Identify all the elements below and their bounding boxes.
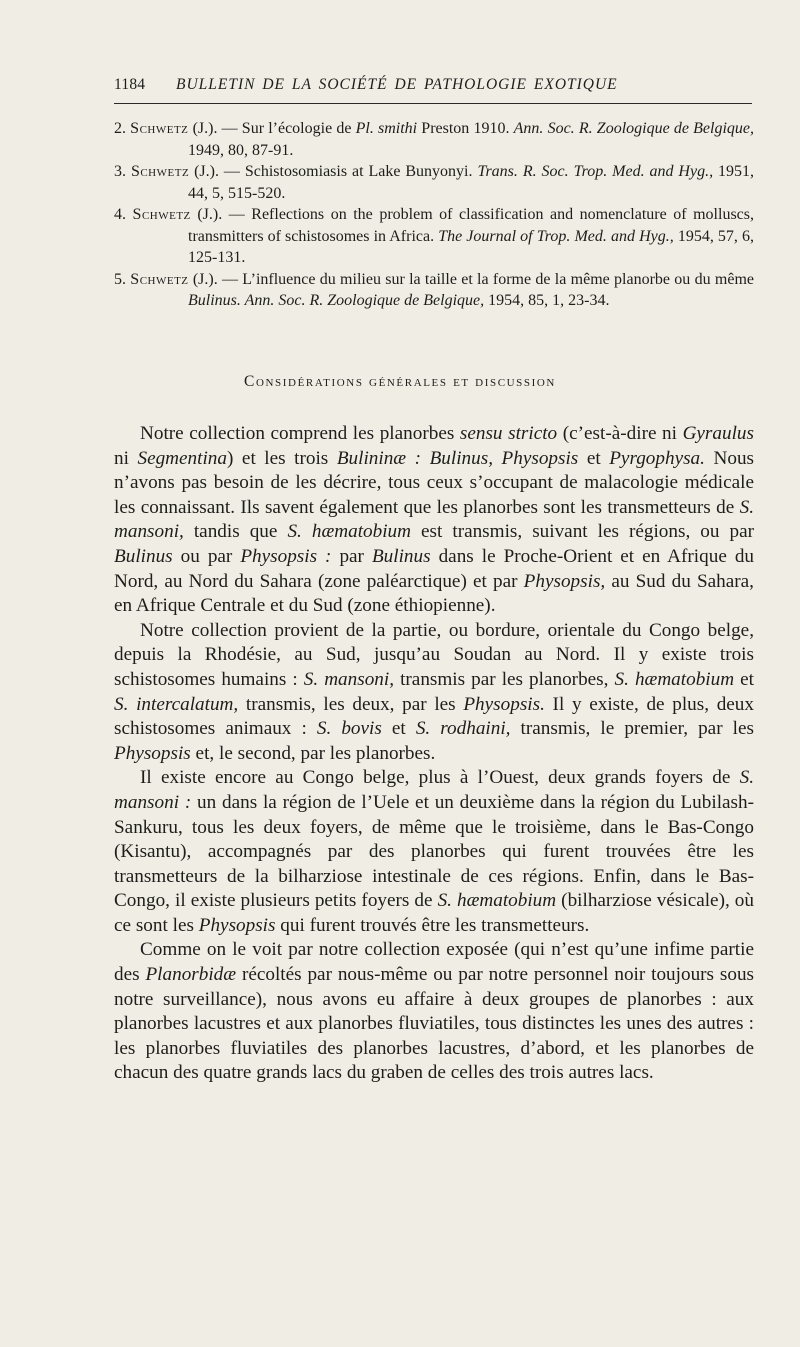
reference-text: (J.). — Reflections on the problem of classification and nomenclature of molluscs, transmitters of schistosomes in Africa. bbox=[188, 206, 755, 245]
reference-author: Schwetz bbox=[132, 206, 191, 223]
reference-item bbox=[114, 204, 754, 269]
paragraph-1: Notre collection comprend les planorbes sensu stricto (c’est-à-dire ni Gyraulus ni Segmentina) et les trois Bulininæ : Bulinus, Physopsis et Pyrgophysa. Nous n’avons pas besoin de les décrire, tous ceux s’occupant de malacologie médicale les connaissant. Ils savent également que les planorbes sont les transmetteurs de S. mansoni, tandis que S. hæmatobium est transmis, suivant les régions, ou par Bulinus ou par Physopsis : par Bulinus dans le Proche-Orient et en Afrique du Nord, au Nord du Sahara (zone paléarctique) et par Physopsis, au Sud du Sahara, en Afrique Centrale et du Sud (zone éthiopienne). bbox=[114, 423, 755, 617]
reference-item bbox=[114, 161, 754, 204]
reference-author: Schwetz bbox=[130, 120, 189, 137]
reference-citation: 1954, 57, 6, 125-131. bbox=[188, 227, 754, 266]
paragraph-4: Comme on le voit par notre collection exposée (qui n’est qu’une infime partie des Planorbidæ récoltés par nous-même ou par notre personnel noir toujours sous notre surveillance), nous avons eu affaire à deux groupes de planorbes : aux planorbes lacustres et aux planorbes fluviatiles, tous distinctes les unes des autres : les planorbes fluviatiles des planorbes lacustres, d’abord, et les planorbes de chacun des quatre grands lacs du graben de celles des trois autres lacs. bbox=[114, 939, 755, 1084]
reference-number: 3. bbox=[114, 163, 126, 180]
reference-list bbox=[114, 118, 754, 312]
reference-text: (J.). — Sur l’écologie de bbox=[188, 120, 356, 137]
paragraph-3: Il existe encore au Congo belge, plus à l’Ouest, deux grands foyers de S. mansoni : un dans la région de l’Uele et un deuxième dans la région du Lubilash-Sankuru, tous les deux foyers, de même que le troisième, dans le Bas-Congo (Kisantu), accompagnés par des planorbes qui furent trouvées être les transmetteurs de la bilharziose intestinale de ces régions. Enfin, dans le Bas-Congo, il existe plusieurs petits foyers de S. hæmatobium (bilharziose vésicale), où ce sont les Physopsis qui furent trouvés être les transmetteurs. bbox=[114, 767, 755, 936]
header-rule bbox=[114, 103, 752, 104]
body-text bbox=[114, 422, 754, 1086]
running-title: BULLETIN DE LA SOCIÉTÉ DE PATHOLOGIE EXOTIQUE bbox=[176, 76, 618, 93]
reference-item bbox=[114, 269, 754, 312]
reference-text: (J.). — Schistosomiasis at Lake Bunyonyi. bbox=[189, 163, 478, 180]
reference-citation: 1949, 80, 87-91. bbox=[188, 141, 294, 159]
reference-number: 4. bbox=[114, 206, 126, 223]
reference-text: Preston 1910. bbox=[417, 120, 514, 137]
reference-author: Schwetz bbox=[130, 270, 189, 288]
reference-number: 2. bbox=[114, 120, 126, 137]
reference-italic: Pl. smithi bbox=[355, 120, 418, 137]
reference-citation: 1954, 85, 1, 23-34. bbox=[484, 292, 610, 309]
page-number: 1184 bbox=[114, 76, 146, 93]
reference-author: Schwetz bbox=[130, 163, 190, 180]
reference-journal: Trans. R. Soc. Trop. Med. and Hyg., bbox=[477, 163, 714, 180]
reference-journal: Ann. Soc. R. Zoologique de Belgique, bbox=[513, 120, 754, 137]
reference-item bbox=[114, 118, 754, 161]
reference-citation: 1951, 44, 5, 515-520. bbox=[188, 163, 755, 202]
section-heading: Considérations générales et discussion bbox=[244, 373, 556, 390]
reference-text: (J.). — L’influence du milieu sur la taille et la forme de la même planorbe ou du même bbox=[188, 270, 754, 288]
reference-journal: Bulinus. Ann. Soc. R. Zoologique de Belgique, bbox=[188, 292, 485, 309]
paragraph-2: Notre collection provient de la partie, ou bordure, orientale du Congo belge, depuis la Rhodésie, au Sud, jusqu’au Soudan au Nord. Il y existe trois schistosomes humains : S. mansoni, transmis par les planorbes, S. hæmatobium et S. intercalatum, transmis, les deux, par les Physopsis. Il y existe, de plus, deux schistosomes animaux : S. bovis et S. rodhaini, transmis, le premier, par les Physopsis et, le second, par les planorbes. bbox=[114, 619, 754, 764]
reference-journal: The Journal of Trop. Med. and Hyg., bbox=[438, 227, 674, 245]
reference-number: 5. bbox=[114, 270, 126, 288]
